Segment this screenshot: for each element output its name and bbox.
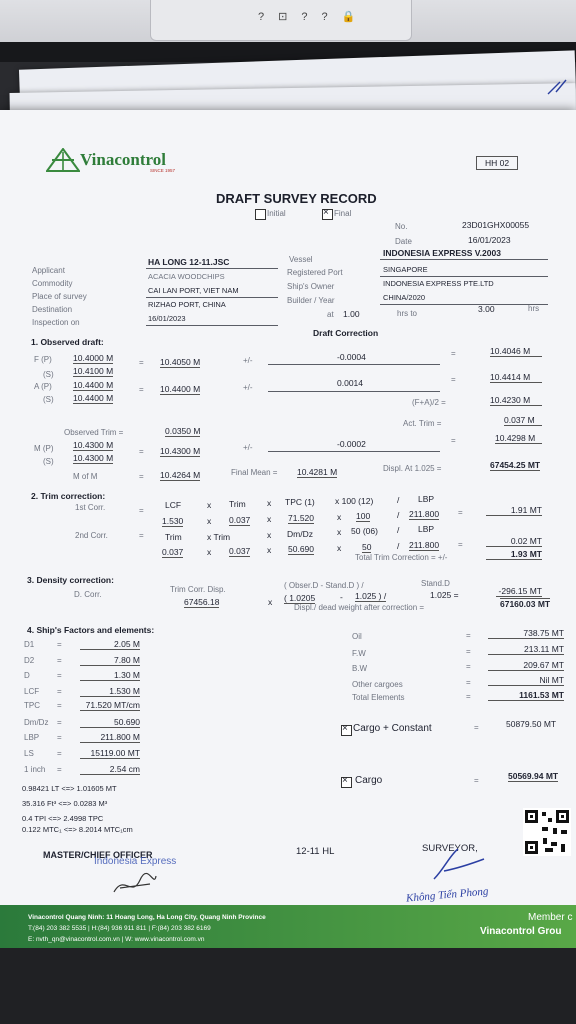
lbp-head-2: LBP	[418, 524, 435, 534]
record-number: 23D01GHX00055	[462, 220, 530, 230]
footer-phones: T:(84) 203 382 5535 | H:(84) 936 911 811 | F:(84) 203 382 6169	[28, 925, 211, 932]
final-mean-label: Final Mean =	[231, 468, 278, 477]
displacement-value: 67454.25 MT	[490, 460, 541, 470]
laptop-status-icons	[258, 10, 369, 23]
section-observed-title: 1. Observed draft:	[31, 337, 104, 347]
eq-total: =	[466, 692, 471, 701]
lock-icon: 🔒	[341, 11, 370, 23]
section-trim-title: 2. Trim correction:	[31, 491, 106, 501]
fw-value: 213.11 MT	[488, 644, 564, 655]
applicant-label: Applicant	[32, 266, 65, 275]
factor-key: Dm/Dz	[24, 718, 49, 727]
ap-label: A (P)	[34, 382, 52, 391]
f-result: 10.4046 M	[490, 346, 542, 357]
builder-value: CHINA/2020	[383, 293, 426, 302]
act-trim-value: 0.037 M	[504, 415, 542, 426]
after-corr-value: 67160.03 MT	[500, 599, 551, 609]
fs-label: (S)	[43, 370, 54, 379]
eq-a-result: =	[451, 375, 456, 384]
x-9: x	[267, 545, 272, 555]
factor-value: 15119.00 MT	[80, 748, 140, 759]
trim-corr-disp-label: Trim Corr. Disp.	[170, 585, 226, 594]
x-density: x	[268, 597, 273, 607]
oil-label: Oil	[352, 632, 362, 641]
first-corr-result: 1.91 MT	[486, 505, 542, 516]
factor-key: D1	[24, 640, 35, 649]
a-result: 10.4414 M	[490, 372, 542, 383]
other-cargoes-label: Other cargoes	[352, 680, 403, 689]
qr-code-icon	[523, 808, 571, 856]
destination-value: RIZHAO PORT, CHINA	[148, 300, 226, 309]
tpc-value: 71.520	[288, 513, 314, 523]
m-mean: 10.4300 M	[160, 446, 201, 456]
vessel-name: INDONESIA EXPRESS V.2003	[383, 248, 501, 258]
vessel-label: Vessel	[289, 255, 313, 264]
factor-eq: =	[57, 656, 62, 665]
cargo-label: Cargo	[355, 775, 383, 786]
footer-member-line2: Vinacontrol Grou	[480, 926, 562, 937]
draft-correction-header: Draft Correction	[313, 328, 379, 338]
registered-port-value: SINGAPORE	[383, 265, 428, 274]
d-corr-label: D. Corr.	[74, 590, 102, 599]
time-from: 1.00	[343, 309, 360, 319]
factor-key: LS	[24, 749, 34, 758]
other-cargoes-value: Nil MT	[488, 675, 564, 686]
factor-value: 1.30 M	[80, 670, 140, 681]
form-code-badge: HH 02	[476, 156, 518, 170]
observed-trim-value: 0.0350 M	[165, 426, 201, 436]
footer-contact: E: nvth_qn@vinacontrol.com.vn | W: www.vinacontrol.com.vn	[28, 936, 205, 943]
stand-value: 1.025 ) /	[355, 591, 387, 601]
owner-value: INDONESIA EXPRESS PTE.LTD	[383, 279, 494, 288]
eq-fw: =	[466, 647, 471, 656]
total-trim-label: Total Trim Correction = +/-	[355, 553, 448, 562]
a-mean: 10.4400 M	[160, 384, 201, 394]
stand-value-2: 1.025 =	[430, 590, 459, 600]
m-starboard: 10.4300 M	[73, 453, 114, 463]
x-3: x	[207, 516, 212, 526]
hrs-to-label: hrs to	[397, 309, 418, 318]
slash-3: /	[397, 525, 400, 535]
cargo-value: 50569.94 MT	[508, 771, 559, 781]
eq-a: =	[139, 385, 144, 394]
place-value: CAI LAN PORT, VIET NAM	[148, 286, 239, 295]
inspection-label: Inspection on	[32, 318, 80, 327]
conversion-ft3: 35.316 Ft³ <=> 0.0283 M³	[22, 799, 108, 808]
after-corr-label: Displ./ dead weight after correction =	[294, 603, 425, 612]
vinacontrol-logo-icon	[46, 148, 80, 172]
trim-head: Trim	[229, 499, 246, 509]
x-4: x	[267, 514, 272, 524]
no-label: No.	[395, 222, 408, 231]
master-label: MASTER/CHIEF OFFICER	[43, 850, 153, 860]
eq-mofm: =	[139, 472, 144, 481]
agent-label: 12-11 HL	[296, 846, 335, 857]
x100-head: x 100 (12)	[335, 496, 374, 506]
factor-value: 2.05 M	[80, 639, 140, 650]
lbp-value: 211.800	[409, 509, 440, 519]
builder-label: Builder / Year	[287, 296, 335, 305]
trim-value-2: 0.037	[162, 547, 184, 557]
mp-label: M (P)	[34, 444, 54, 453]
x-6: x	[267, 530, 272, 540]
commodity-label: Commodity	[32, 279, 73, 288]
factor-key: D	[24, 671, 30, 680]
density-result: -296.15 MT	[496, 586, 542, 597]
second-corr-result: 0.02 MT	[486, 536, 542, 547]
trim-head-2: Trim	[165, 532, 182, 542]
fa2-label: (F+A)/2 =	[412, 398, 446, 407]
factor-eq: =	[57, 749, 62, 758]
cargo-constant-checkbox[interactable]	[341, 725, 352, 736]
x-trim-head: x Trim	[207, 532, 231, 542]
m-correction: -0.0002	[337, 439, 366, 449]
oil-value: 738.75 MT	[488, 628, 564, 639]
minus-sign: -	[340, 592, 343, 602]
tpc-head: TPC (1)	[285, 497, 315, 507]
f-correction: -0.0004	[337, 352, 366, 362]
final-checkbox[interactable]	[322, 209, 333, 220]
eq-first-result: =	[458, 508, 463, 517]
eq-cargo: =	[474, 776, 479, 785]
total-elements-label: Total Elements	[352, 693, 405, 702]
x-7: x	[337, 527, 342, 537]
inspection-value: 16/01/2023	[148, 314, 186, 323]
commodity-value: ACACIA WOODCHIPS	[148, 272, 225, 281]
first-corr-label: 1st Corr.	[75, 503, 106, 512]
eq-f-result: =	[451, 349, 456, 358]
final-mean-value: 10.4281 M	[297, 467, 338, 477]
surveyor-name: Không Tiến Phong	[405, 885, 489, 905]
key-icon-3: ?	[301, 11, 322, 23]
key-icon-4: ?	[321, 11, 342, 23]
applicant-value: HA LONG 12-11.JSC	[148, 257, 230, 267]
at-label: at	[327, 310, 334, 319]
brand-since: SINCE 1957	[150, 168, 176, 173]
ms-label: (S)	[43, 457, 54, 466]
pm-f: +/-	[243, 356, 253, 365]
factor-eq: =	[57, 701, 62, 710]
section-factors-title: 4. Ship's Factors and elements:	[27, 625, 155, 635]
fa2-value: 10.4230 M	[490, 395, 542, 406]
final-label: Final	[334, 209, 352, 218]
eq-bw: =	[466, 662, 471, 671]
m-result: 10.4298 M	[495, 433, 542, 444]
hundred-value: 100	[356, 511, 371, 521]
eq-f: =	[139, 358, 144, 367]
date-label: Date	[395, 237, 412, 246]
factor-eq: =	[57, 733, 62, 742]
factor-key: D2	[24, 656, 35, 665]
initial-checkbox[interactable]	[255, 209, 266, 220]
eq-second: =	[139, 531, 144, 540]
initial-label: Initial	[267, 209, 286, 218]
x-1: x	[207, 500, 212, 510]
place-label: Place of survey	[32, 292, 87, 301]
a-correction: 0.0014	[337, 378, 363, 388]
factor-value: 1.530 M	[80, 686, 140, 697]
record-date: 16/01/2023	[468, 235, 511, 245]
bw-value: 209.67 MT	[488, 660, 564, 671]
destination-label: Destination	[32, 305, 73, 314]
x50-head: 50 (06)	[351, 526, 378, 536]
cargo-checkbox[interactable]	[341, 777, 352, 788]
section-density-title: 3. Density correction:	[27, 575, 114, 585]
lbp-head: LBP	[418, 494, 435, 504]
document-title: DRAFT SURVEY RECORD	[216, 191, 377, 206]
slash-4: /	[397, 541, 400, 551]
x-10: x	[337, 543, 342, 553]
factor-value: 71.520 MT/cm	[80, 700, 140, 711]
footer-member-line1: Member c	[528, 912, 573, 923]
trim-value-3: 0.037	[229, 546, 251, 556]
obser-value: ( 1.0205	[284, 593, 316, 603]
conversion-tpi: 0.4 TPI <=> 2.4998 TPC	[22, 814, 104, 823]
mofm-value: 10.4264 M	[160, 470, 201, 480]
factor-eq: =	[57, 718, 62, 727]
factor-eq: =	[57, 765, 62, 774]
factor-eq: =	[57, 687, 62, 696]
fifty-value: 50	[362, 542, 372, 552]
fp-label: F (P)	[34, 355, 52, 364]
slash-1: /	[397, 495, 400, 505]
eq-first: =	[139, 506, 144, 515]
conversion-lt: 0.98421 LT <=> 1.01605 MT	[22, 784, 117, 793]
factor-value: 2.54 cm	[80, 764, 140, 775]
master-signature-icon	[110, 870, 160, 900]
obser-stand-head: ( Obser.D - Stand.D ) /	[284, 581, 364, 590]
second-corr-label: 2nd Corr.	[75, 531, 108, 540]
fw-label: F.W	[352, 649, 366, 658]
lcf-head: LCF	[165, 500, 182, 510]
factor-eq: =	[57, 640, 62, 649]
eq-m-result: =	[451, 436, 456, 445]
total-trim-value: 1.93 MT	[486, 549, 542, 560]
cargo-constant-value: 50879.50 MT	[506, 719, 557, 729]
eq-second-result: =	[458, 540, 463, 549]
as-label: (S)	[43, 395, 54, 404]
f-starboard: 10.4100 M	[73, 366, 114, 376]
lbp-value-2: 211.800	[409, 540, 440, 550]
lcf-value: 1.530	[162, 516, 184, 526]
desk-surface	[0, 948, 576, 1024]
slash-2: /	[397, 510, 400, 520]
f-port: 10.4000 M	[73, 353, 114, 363]
factor-value: 50.690	[80, 717, 140, 728]
observed-trim-label: Observed Trim =	[64, 428, 124, 437]
hrs-label: hrs	[528, 304, 540, 313]
registered-port-label: Registered Port	[287, 268, 343, 277]
a-port: 10.4400 M	[73, 380, 114, 390]
eq-oil: =	[466, 631, 471, 640]
act-trim-label: Act. Trim =	[403, 419, 442, 428]
conversion-mtc: 0.122 MTC₁ <=> 8.2014 MTC₁cm	[22, 825, 133, 834]
surveyor-signature-icon	[420, 845, 490, 885]
m-port: 10.4300 M	[73, 440, 114, 450]
factor-key: LCF	[24, 687, 40, 696]
factor-key: 1 inch	[24, 765, 46, 774]
x-2: x	[267, 498, 272, 508]
ship-stamp: Indonesia Express	[94, 856, 177, 867]
factor-key: LBP	[24, 733, 40, 742]
factor-eq: =	[57, 671, 62, 680]
trim-value: 0.037	[229, 515, 251, 525]
time-to: 3.00	[478, 304, 495, 314]
key-icon-1: ?	[258, 11, 279, 23]
x-8: x	[207, 547, 212, 557]
f-mean: 10.4050 M	[160, 357, 201, 367]
bw-label: B.W	[352, 664, 368, 673]
dmdz-head: Dm/Dz	[287, 529, 313, 539]
pm-a: +/-	[243, 383, 253, 392]
factor-value: 211.800 M	[80, 732, 140, 743]
factor-key: TPC	[24, 701, 40, 710]
dmdz-value: 50.690	[288, 544, 314, 554]
eq-m: =	[139, 447, 144, 456]
brand-name: Vinacontrol	[80, 150, 166, 169]
footer-address: Vinacontrol Quang Ninh: 11 Hoang Long, Ha Long City, Quang Ninh Province	[28, 914, 266, 921]
factor-value: 7.80 M	[80, 655, 140, 666]
trim-corr-disp-value: 67456.18	[184, 597, 220, 607]
displacement-label: Displ. At 1.025 =	[383, 464, 442, 473]
pm-m: +/-	[243, 443, 253, 452]
a-starboard: 10.4400 M	[73, 393, 114, 403]
owner-label: Ship's Owner	[287, 282, 335, 291]
key-icon-2: ⊡	[278, 11, 302, 23]
eq-cc: =	[474, 723, 479, 732]
stand-d-head: Stand.D	[421, 579, 450, 588]
total-elements-value: 1161.53 MT	[488, 690, 564, 701]
mofm-label: M of M	[73, 472, 98, 481]
eq-other: =	[466, 678, 471, 687]
x-5: x	[337, 512, 342, 522]
cargo-constant-label: Cargo + Constant	[353, 723, 432, 734]
surveyor-label: SURVEYOR,	[422, 843, 478, 854]
